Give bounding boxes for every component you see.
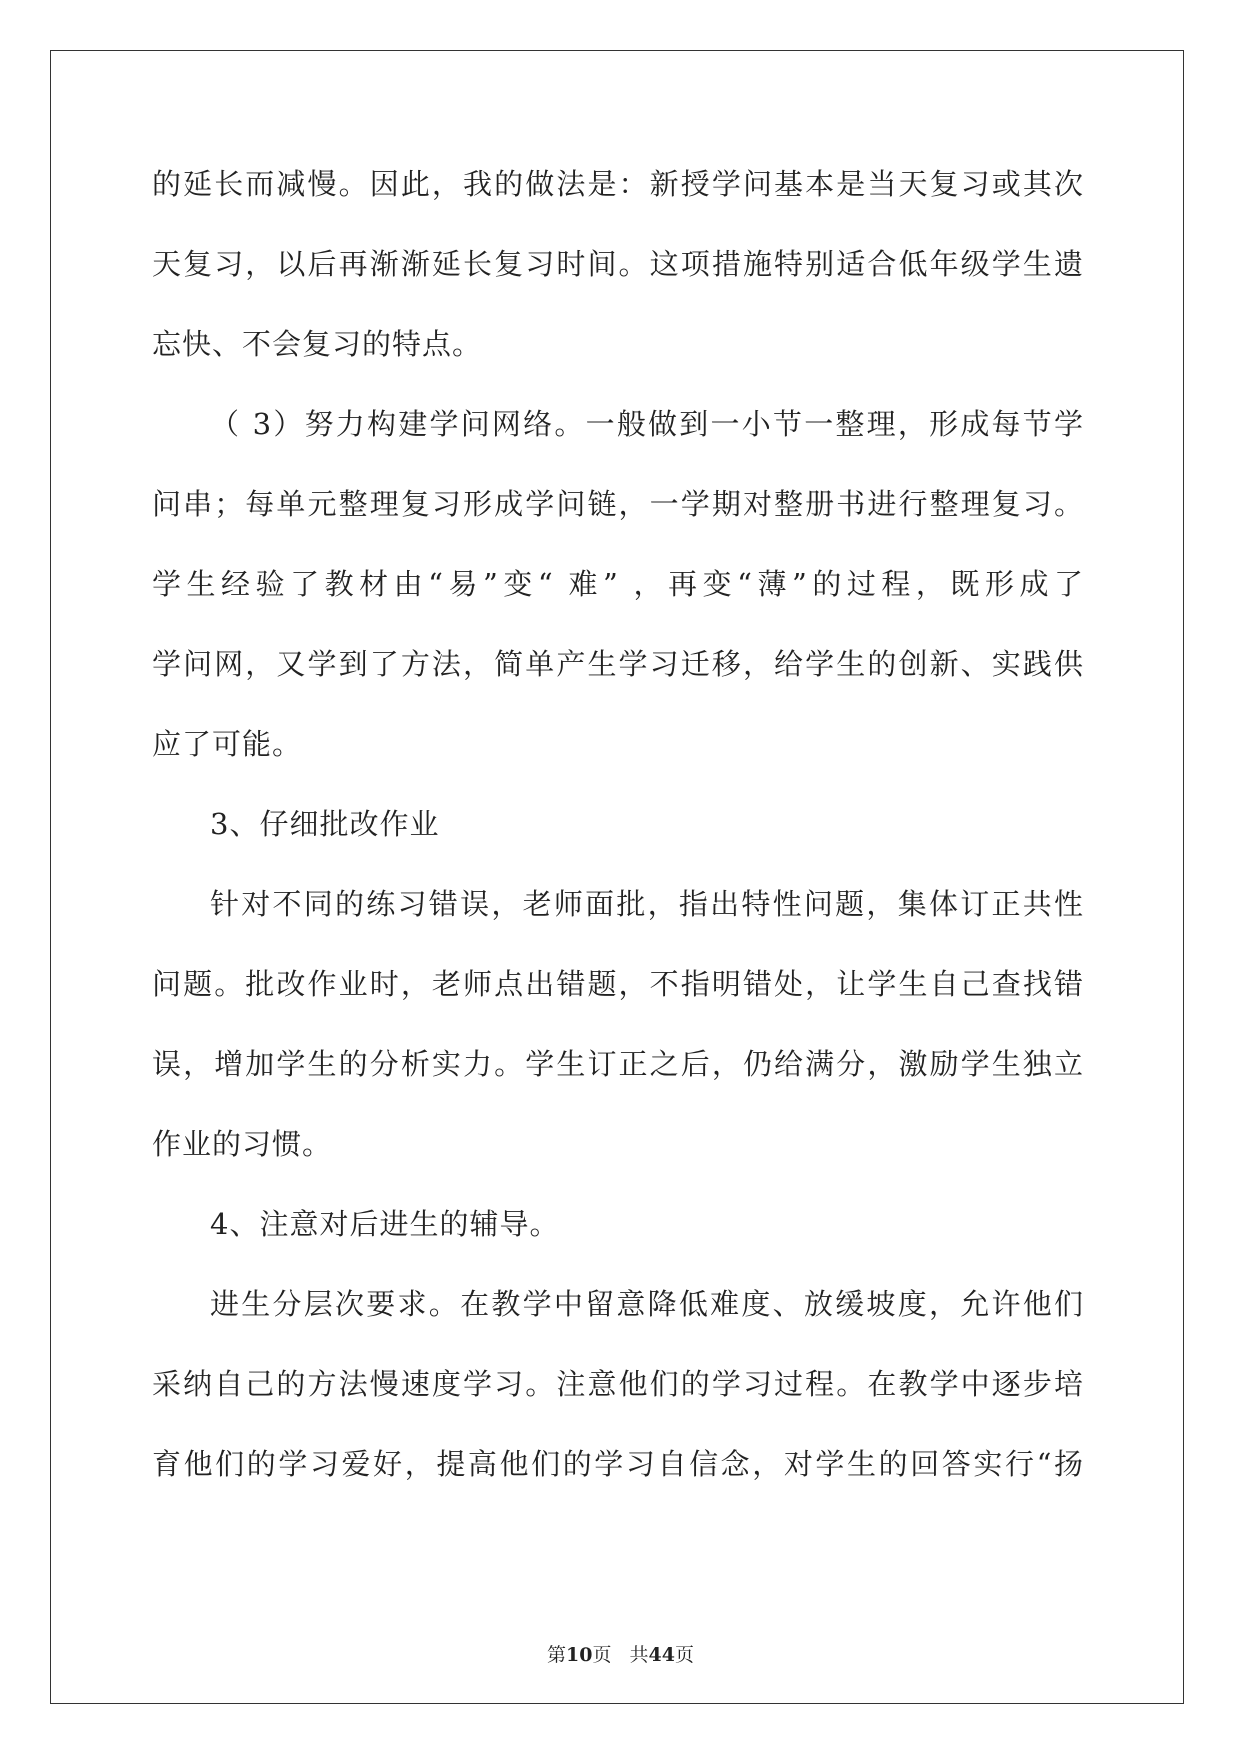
- text-line: 忘快、不会复习的特点。: [152, 327, 483, 361]
- text-line: 针对不同的练习错误，老师面批，指出特性问题，集体订正共性: [210, 887, 1084, 921]
- text-line: 学生经验了教材由“易”变“ 难” ，再变“薄”的过程，既形成了: [152, 567, 1084, 601]
- text-line: 的延长而减慢。因此，我的做法是：新授学问基本是当天复习或其次: [152, 167, 1084, 201]
- text-line: （ 3）努力构建学问网络。一般做到一小节一整理，形成每节学: [210, 407, 1084, 441]
- text-line: 作业的习惯。: [152, 1127, 333, 1161]
- total-pages: 44: [648, 1644, 675, 1666]
- page-suffix: 页: [592, 1644, 612, 1666]
- text-line: 进生分层次要求。在教学中留意降低难度、放缓坡度，允许他们: [210, 1287, 1084, 1321]
- text-line: 天复习，以后再渐渐延长复习时间。这项措施特别适合低年级学生遗: [152, 247, 1084, 281]
- total-suffix: 页: [674, 1644, 694, 1666]
- text-line: 问串；每单元整理复习形成学问链，一学期对整册书进行整理复习。: [152, 487, 1084, 521]
- text-line: 学问网，又学到了方法，简单产生学习迁移，给学生的创新、实践供: [152, 647, 1084, 681]
- page-footer: [0, 1640, 1241, 1667]
- text-line: 育他们的学习爱好，提高他们的学习自信念，对学生的回答实行“扬: [152, 1447, 1084, 1481]
- total-prefix: 共: [629, 1644, 649, 1666]
- text-line: 问题。批改作业时，老师点出错题，不指明错处，让学生自己查找错: [152, 967, 1084, 1001]
- text-line: 误，增加学生的分析实力。学生订正之后，仍给满分，激励学生独立: [152, 1047, 1084, 1081]
- page-prefix: 第: [547, 1644, 567, 1666]
- section-heading: 3、仔细批改作业: [210, 807, 440, 841]
- document-body: [152, 155, 1084, 1515]
- text-line: 应了可能。: [152, 727, 303, 761]
- page-number: 10: [566, 1644, 593, 1666]
- text-line: 采纳自己的方法慢速度学习。注意他们的学习过程。在教学中逐步培: [152, 1367, 1084, 1401]
- section-heading: 4、注意对后进生的辅导。: [210, 1207, 560, 1241]
